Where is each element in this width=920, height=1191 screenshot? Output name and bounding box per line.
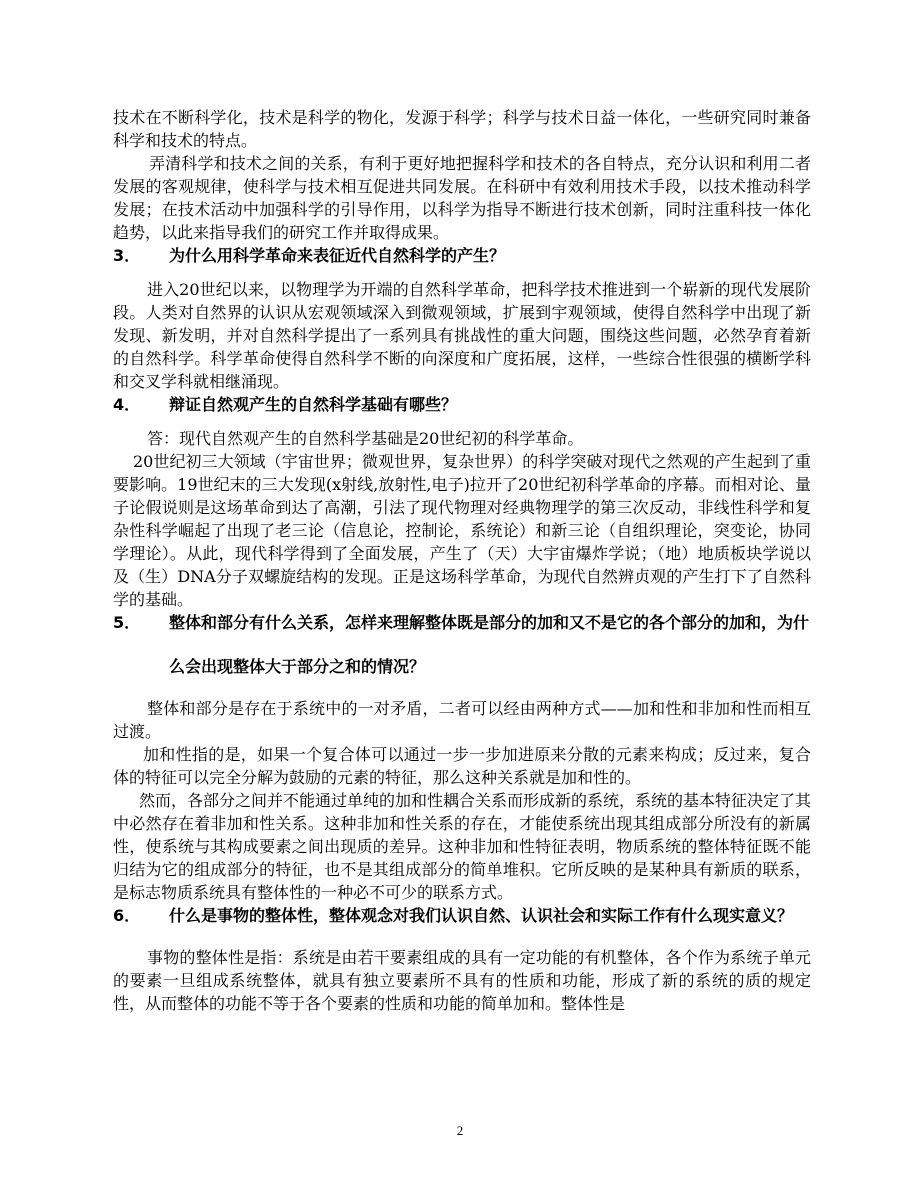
question-6-number: 6．	[113, 906, 141, 925]
question-6-title: 什么是事物的整体性，整体观念对我们认识自然、认识社会和实际工作有什么现实意义？	[169, 906, 794, 925]
answer-5-part-3: 然而，各部分之间并不能通过单纯的加和性耦合关系而形成新的系统，系统的基本特征决定了其中必然存在着非加和性关系。这种非加和性关系的存在，才能使系统出现其组成部分所没有的新属性，使系统与其构成要素之间出现质的差异。这种非加和性特征表明，物质系统的整体特征既不能归结为它的组成部分的特征，也不是其组成部分的简单堆积。它所反映的是某种具有新质的联系，是标志物质系统具有整体性的一种必不可少的联系方式。	[113, 791, 812, 902]
answer-4-intro: 答：现代自然观产生的自然科学基础是20世纪初的科学革命。	[147, 429, 584, 448]
answer-6: 事物的整体性是指：系统是由若干要素组成的具有一定功能的有机整体，各个作为系统子单元的要素一旦组成系统整体，就具有独立要素所不具有的性质和功能，形成了新的系统的质的规定性，从而整体的功能不等于各个要素的性质和功能的简单加和。整体性是	[113, 948, 811, 1013]
paragraph-relationship: 弄清科学和技术之间的关系，有利于更好地把握科学和技术的各自特点，充分认识和利用二者发展的客观规律，使科学与技术相互促进共同发展。在科研中有效利用技术手段，以技术推动科学发展；在技术活动中加强科学的引导作用，以科学为指导不断进行技术创新，同时注重科技一体化趋势，以此来指导我们的研究工作并取得成果。	[113, 154, 811, 242]
question-5-title: 整体和部分有什么关系，怎样来理解整体既是部分的加和又不是它的各个部分的加和，为什么会出现整体大于部分之和的情况？	[169, 613, 810, 676]
paragraph-tech-science: 技术在不断科学化，技术是科学的物化，发源于科学；科学与技术日益一体化，一些研究同时兼备科学和技术的特点。	[113, 108, 811, 150]
answer-4-body: 20世纪初三大领域（宇宙世界；微观世界，复杂世界）的科学突破对现代之然观的产生起到了重要影响。19世纪末的三大发现(x射线,放射性,电子)拉开了20世纪初科学革命的序幕。而相对论、量子论假说则是这场革命到达了高潮，引法了现代物理对经典物理学的第三次反动，非线性科学和复杂性科学崛起了出现了老三论（信息论，控制论，系统论）和新三论（自组织理论，突变论，协同学理论）。从此，现代科学得到了全面发展，产生了（天）大宇宙爆炸学说；（地）地质板块学说以及（生）DNA分子双螺旋结构的发现。正是这场科学革命，为现代自然辨贞观的产生打下了自然科学的基础。	[113, 452, 811, 609]
answer-5-part-1: 整体和部分是存在于系统中的一对矛盾，二者可以经由两种方式——加和性和非加和性而相互过渡。	[113, 699, 811, 741]
page-number: 2	[456, 1123, 464, 1138]
question-5	[113, 611, 811, 689]
question-4-number: 4．	[113, 395, 141, 414]
question-3	[113, 244, 811, 268]
answer-5-part-2: 加和性指的是，如果一个复合体可以通过一步一步加进原来分散的元素来构成；反过来，复合体的特征可以完全分解为鼓励的元素的特征，那么这种关系就是加和性的。	[113, 745, 811, 787]
question-6	[113, 904, 811, 938]
document-page	[113, 106, 811, 1015]
question-3-number: 3．	[113, 246, 141, 265]
question-4	[113, 393, 811, 417]
question-5-number: 5．	[113, 613, 141, 632]
answer-3: 进入20世纪以来，以物理学为开端的自然科学革命，把科学技术推进到一个崭新的现代发展阶段。人类对自然界的认识从宏观领域深入到微观领域，扩展到宇观领域，使得自然科学中出现了新发现、新发明，并对自然科学提出了一系列具有挑战性的重大问题，围绕这些问题，必然孕育着新的自然科学。科学革命使得自然科学不断的向深度和广度拓展，这样，一些综合性很强的横断学科和交叉学科就相继涌现。	[113, 280, 811, 391]
question-4-title: 辩证自然观产生的自然科学基础有哪些？	[169, 395, 458, 414]
question-3-title: 为什么用科学革命来表征近代自然科学的产生？	[169, 246, 506, 265]
